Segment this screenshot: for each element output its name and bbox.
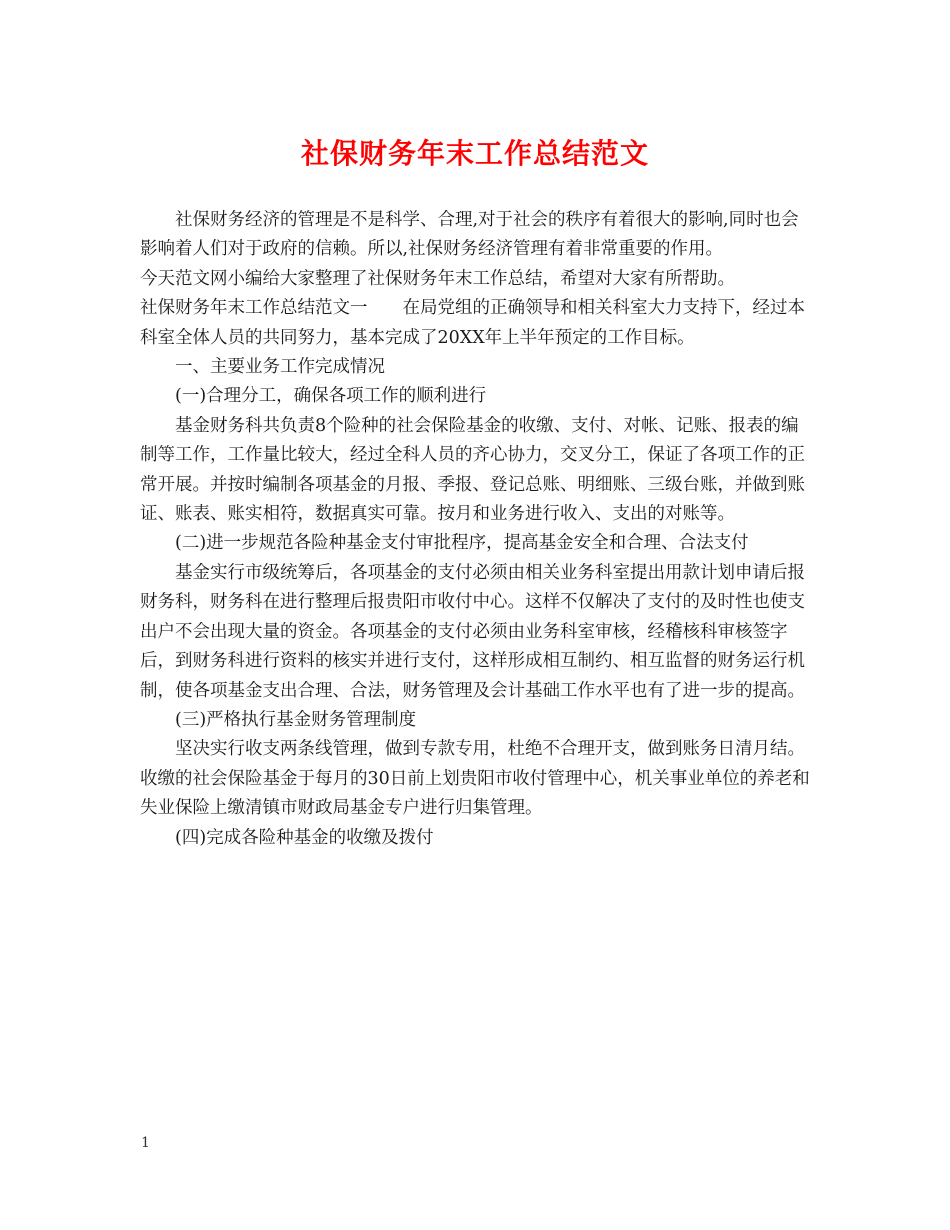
subheading-collection-disbursement: (四)完成各险种基金的收缴及拨付 — [175, 827, 434, 848]
paragraph-finance-rules: 坚决实行收支两条线管理，做到专款专用，杜绝不合理开支，做到账务日清月结。收缴的社会保险基金于每月的30日前上划贵阳市收付管理中心，机关事业单位的养老和失业保险上缴清镇市财政局基金专户进行归集管理。 — [140, 739, 810, 819]
section-heading-main-work: 一、主要业务工作完成情况 — [175, 357, 385, 378]
paragraph-sample-one-opening: 社保财务年末工作总结范文一 在局党组的正确领导和相关科室大力支持下，经过本科室全体人员的共同努力，基本完成了20XX年上半年预定的工作目标。 — [140, 298, 805, 348]
subheading-division-of-work: (一)合理分工，确保各项工作的顺利进行 — [175, 386, 487, 407]
paragraph-intro: 社保财务经济的管理是不是科学、合理,对于社会的秩序有着很大的影响,同时也会影响着人们对于政府的信赖。所以,社保财务经济管理有着非常重要的作用。 — [140, 210, 799, 260]
document-body — [140, 206, 812, 853]
paragraph-payment-approval: 基金实行市级统筹后，各项基金的支付必须由相关业务科室提出用款计划申请后报财务科，财务科在进行整理后报贵阳市收付中心。这样不仅解决了支付的及时性也使支出户不会出现大量的资金。各项基金的支付必须由业务科室审核，经稽核科审核签字后，到财务科进行资料的核实并进行支付，这样形成相互制约、相互监督的财务运行机制，使各项基金支出合理、合法，财务管理及会计基础工作水平也有了进一步的提高。 — [140, 562, 805, 701]
paragraph-fund-finance: 基金财务科共负责8个险种的社会保险基金的收缴、支付、对帐、记账、报表的编制等工作，工作量比较大，经过全科人员的齐心协力，交叉分工，保证了各项工作的正常开展。并按时编制各项基金的月报、季报、登记总账、明细账、三级台账，并做到账证、账表、账实相符，数据真实可靠。按月和业务进行收入、支出的对账等。 — [140, 415, 805, 525]
paragraph-editor-note: 今天范文网小编给大家整理了社保财务年末工作总结，希望对大家有所帮助。 — [140, 268, 735, 289]
document-title: 社保财务年末工作总结范文 — [300, 137, 649, 170]
subheading-finance-rules: (三)严格执行基金财务管理制度 — [175, 709, 417, 730]
page-number: 1 — [141, 1135, 150, 1151]
subheading-payment-approval: (二)进一步规范各险种基金支付审批程序，提高基金安全和合理、合法支付 — [175, 533, 749, 554]
